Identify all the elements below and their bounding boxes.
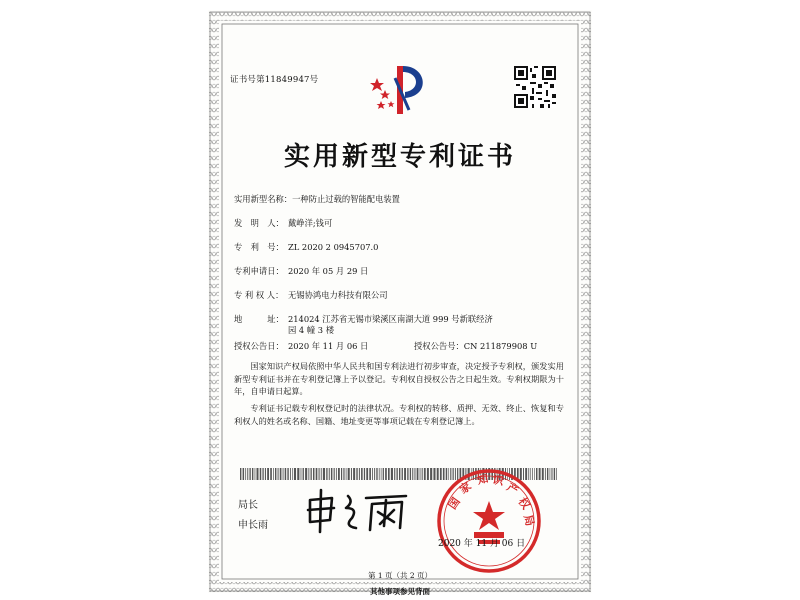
grant-statement-paragraph: 国家知识产权局依照中华人民共和国专利法进行初步审查，决定授予专利权，颁发实用新型专利证书并在专利登记簿上予以登记。专利权自授权公告之日起生效。专利权期限为十年，自申请日起算。 bbox=[234, 361, 564, 397]
footer-note: 其他事项参见背面 bbox=[370, 587, 430, 596]
field-address bbox=[234, 314, 498, 336]
field-patent-number bbox=[234, 242, 378, 253]
field-inventor bbox=[234, 218, 332, 229]
field-filing-date bbox=[234, 266, 368, 277]
qr-code-icon bbox=[514, 66, 556, 108]
field-label: 地 址： bbox=[234, 314, 284, 324]
field-label: 授权公告日： bbox=[234, 341, 284, 351]
field-label: 专 利 号： bbox=[234, 242, 284, 252]
field-label: 授权公告号： bbox=[414, 341, 464, 351]
director-title: 局长 bbox=[238, 500, 258, 511]
certificate-number: 证书号第11849947号 bbox=[230, 75, 319, 85]
field-label: 专利申请日： bbox=[234, 266, 284, 276]
field-utility-model-name bbox=[234, 194, 400, 205]
seal-date: 2020 年 11 月 06 日 bbox=[438, 539, 526, 549]
field-patentee bbox=[234, 290, 388, 301]
field-value: 无锡协鸿电力科技有限公司 bbox=[288, 290, 388, 300]
svg-text:权: 权 bbox=[515, 495, 533, 512]
official-seal-icon bbox=[434, 466, 544, 576]
director-name: 申长雨 bbox=[238, 520, 268, 531]
field-value: 2020 年 05 月 29 日 bbox=[288, 266, 369, 276]
field-label: 实用新型名称： bbox=[234, 194, 293, 204]
cnipa-logo-icon bbox=[365, 58, 435, 118]
svg-text:产: 产 bbox=[504, 480, 521, 498]
field-value: CN 211879908 U bbox=[463, 341, 538, 351]
page-indicator: 第 1 页（共 2 页） bbox=[367, 571, 433, 580]
field-grant-date bbox=[234, 341, 368, 352]
svg-text:知: 知 bbox=[475, 471, 490, 487]
field-grant-number bbox=[414, 341, 537, 352]
legal-status-paragraph: 专利证书记载专利权登记时的法律状况。专利权的转移、质押、无效、终止、恢复和专利权人的姓名或名称、国籍、地址变更等事项记载在专利登记簿上。 bbox=[234, 403, 564, 426]
field-label: 发 明 人： bbox=[234, 218, 284, 228]
field-value: 214024 江苏省无锡市梁溪区南湖大道 999 号新联经济园 4 幢 3 楼 bbox=[288, 314, 493, 335]
field-value: ZL 2020 2 0945707.0 bbox=[288, 242, 379, 252]
field-label: 专 利 权 人： bbox=[234, 290, 284, 300]
handwritten-signature bbox=[302, 486, 422, 536]
field-value: 2020 年 11 月 06 日 bbox=[288, 341, 369, 351]
svg-text:国: 国 bbox=[445, 495, 463, 512]
certificate-title: 实用新型专利证书 bbox=[283, 142, 516, 172]
svg-text:识: 识 bbox=[491, 473, 505, 488]
field-value: 一种防止过载的智能配电装置 bbox=[292, 194, 400, 204]
svg-text:局: 局 bbox=[521, 513, 537, 528]
field-value: 戴峥洋;钱可 bbox=[288, 218, 333, 228]
patent-certificate bbox=[208, 10, 592, 596]
svg-text:家: 家 bbox=[457, 479, 474, 497]
